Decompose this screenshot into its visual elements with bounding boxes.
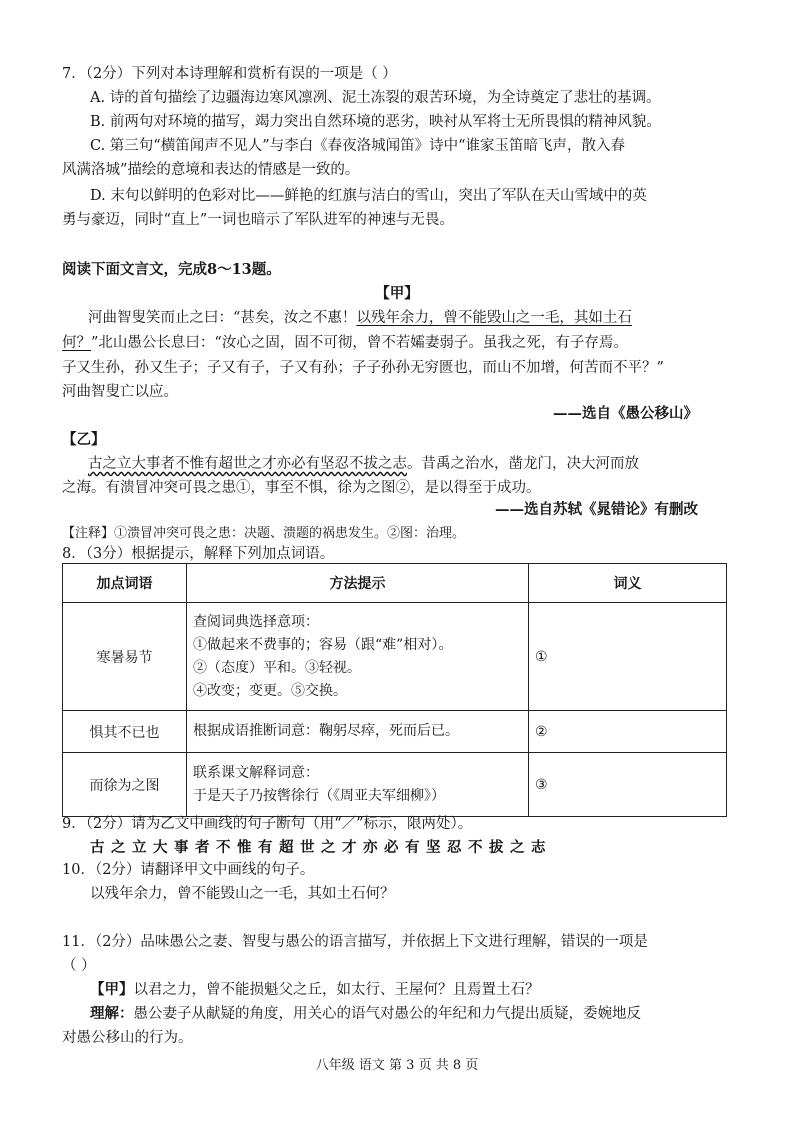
reading-intro: 阅读下面文言文，完成8～13题。 [62,261,281,278]
q8-answer-3[interactable]: ③ [529,753,727,817]
jia-line4: 河曲智叟亡以应。 [62,384,178,400]
q11-jie-text: 愚公妻子从献疑的角度，用关心的语气对愚公的年纪和力气提出质疑，委婉地反 [133,1006,641,1022]
q8-word-3: 而徐为之图 [63,753,187,817]
q11-jia-text: 以君之力，曾不能损魁父之丘，如太行、王屋何？且焉置土石？ [133,982,540,998]
yi-line1 [88,452,639,473]
table-row [63,753,727,817]
q10-sentence: 以残年余力，曾不能毁山之一毛，其如土石何？ [90,886,395,902]
q7-option-c-line1: C. 第三句“横笛闻声不见人”与李白《春夜洛城闻笛》诗中“谁家玉笛暗飞声，散入春 [90,138,626,154]
q11-jia [90,978,540,999]
q8-hint-1-line: ②（态度）平和。③轻视。 [193,659,361,676]
jia-line1-underlined: 以残年余力，曾不能毁山之一毛，其如土石 [356,310,632,326]
q8-header-hint: 方法提示 [187,564,529,603]
q8-hint-1-line: ④改变；变更。⑤交换。 [193,682,347,699]
yi-source: ——选自苏轼《晁错论》有删改 [495,501,698,518]
jia-line2 [62,331,628,352]
q7-stem: 7．（2分）下列对本诗理解和赏析有误的一项是（ ） [62,66,397,82]
page-footer: 八年级 语文 第 3 页 共 8 页 [315,1058,479,1073]
q8-table-header-row [63,564,727,603]
q8-word-2: 惧其不已也 [63,711,187,753]
table-row [63,603,727,711]
yi-line1-plain: 。昔禹之治水，凿龙门，决大河而放 [407,456,639,472]
q11-answer-paren[interactable]: （ ） [62,958,96,974]
q11-jie-line1 [90,1002,641,1023]
q8-hint-1-line: ①做起来不费事的；容易（跟“难”相对）。 [193,636,453,653]
q7-option-a: A. 诗的首句描绘了边疆海边寒风凛冽、泥土冻裂的艰苦环境，为全诗奠定了悲壮的基调。 [90,90,661,106]
jia-line2-plain: ”北山愚公长息曰：“汝心之固，固不可彻，曾不若孀妻弱子。虽我之死，有子存焉。 [91,335,628,351]
jia-line1 [88,306,632,327]
q8-answer-2[interactable]: ② [529,711,727,753]
q8-answer-1[interactable]: ① [529,603,727,711]
q11-stem: 11．（2分）品味愚公之妻、智叟与愚公的语言描写，并依据上下文进行理解，错误的一项是 [62,934,648,950]
q8-hint-1 [187,603,529,711]
q8-hint-2 [187,711,529,753]
q10-stem: 10．（2分）请翻译甲文中画线的句子。 [62,862,315,878]
q7-option-c-line2: 风满洛城”描绘的意境和表达的情感是一致的。 [62,162,360,178]
q8-hint-3-line: 联系课文解释词意： [193,764,319,781]
yi-title: 【乙】 [62,431,106,448]
q7-option-d-line2: 勇与豪迈，同时“直上”一词也暗示了军队进军的神速与无畏。 [62,212,454,228]
q8-table [62,563,727,817]
q8-stem: 8．（3分）根据提示，解释下列加点词语。 [62,546,335,562]
q7-option-d-line1: D. 末句以鲜明的色彩对比——鲜艳的红旗与洁白的雪山，突出了军队在天山雪域中的英 [90,188,647,204]
q7-option-b: B. 前两句对环境的描写，竭力突出自然环境的恶劣，映衬从军将士无所畏惧的精神风貌。 [90,114,661,130]
q11-jia-label: 【甲】 [90,981,134,998]
q11-jie-line2: 对愚公移山的行为。 [62,1030,193,1046]
q9-stem: 9．（2分）请为乙文中画线的句子断句（用“／”标示，限两处）。 [62,816,473,832]
jia-title: 【甲】 [375,285,419,302]
q8-hint-3-line: 于是天子乃按辔徐行（《周亚夫军细柳》） [193,787,445,804]
table-row [63,711,727,753]
jia-line1-plain: 河曲智叟笑而止之曰：“甚矣，汝之不惠！ [88,310,357,326]
q8-hint-2-line: 根据成语推断词意：鞠躬尽瘁，死而后已。 [193,723,459,739]
yi-line1-underlined: 古之立大事者不惟有超世之才亦必有坚忍不拔之志 [88,456,407,472]
q8-word-1: 寒暑易节 [63,603,187,711]
jia-line3: 子又生孙，孙又生子；子又有子，子又有孙；子子孙孙无穷匮也，而山不加增，何苦而不平？” [62,360,664,376]
q9-sentence[interactable]: 古之立大事者不惟有超世之才亦必有坚忍不拔之志 [90,839,552,856]
yi-line2: 之海。有溃冒冲突可畏之患①，事至不惧，徐为之图②，是以得至于成功。 [62,480,541,496]
jia-line2-underlined: 何？ [62,335,91,351]
q8-hint-1-line: 查阅词典选择意项： [193,613,319,630]
q11-jie-label: 理解： [90,1005,134,1022]
q8-header-word: 加点词语 [63,564,187,603]
q8-header-meaning: 词义 [529,564,727,603]
q8-hint-3 [187,753,529,817]
jia-source: ——选自《愚公移山》 [553,405,698,422]
annotation-note: 【注释】①溃冒冲突可畏之患：决题、溃题的祸患发生。②图：治理。 [62,526,466,541]
